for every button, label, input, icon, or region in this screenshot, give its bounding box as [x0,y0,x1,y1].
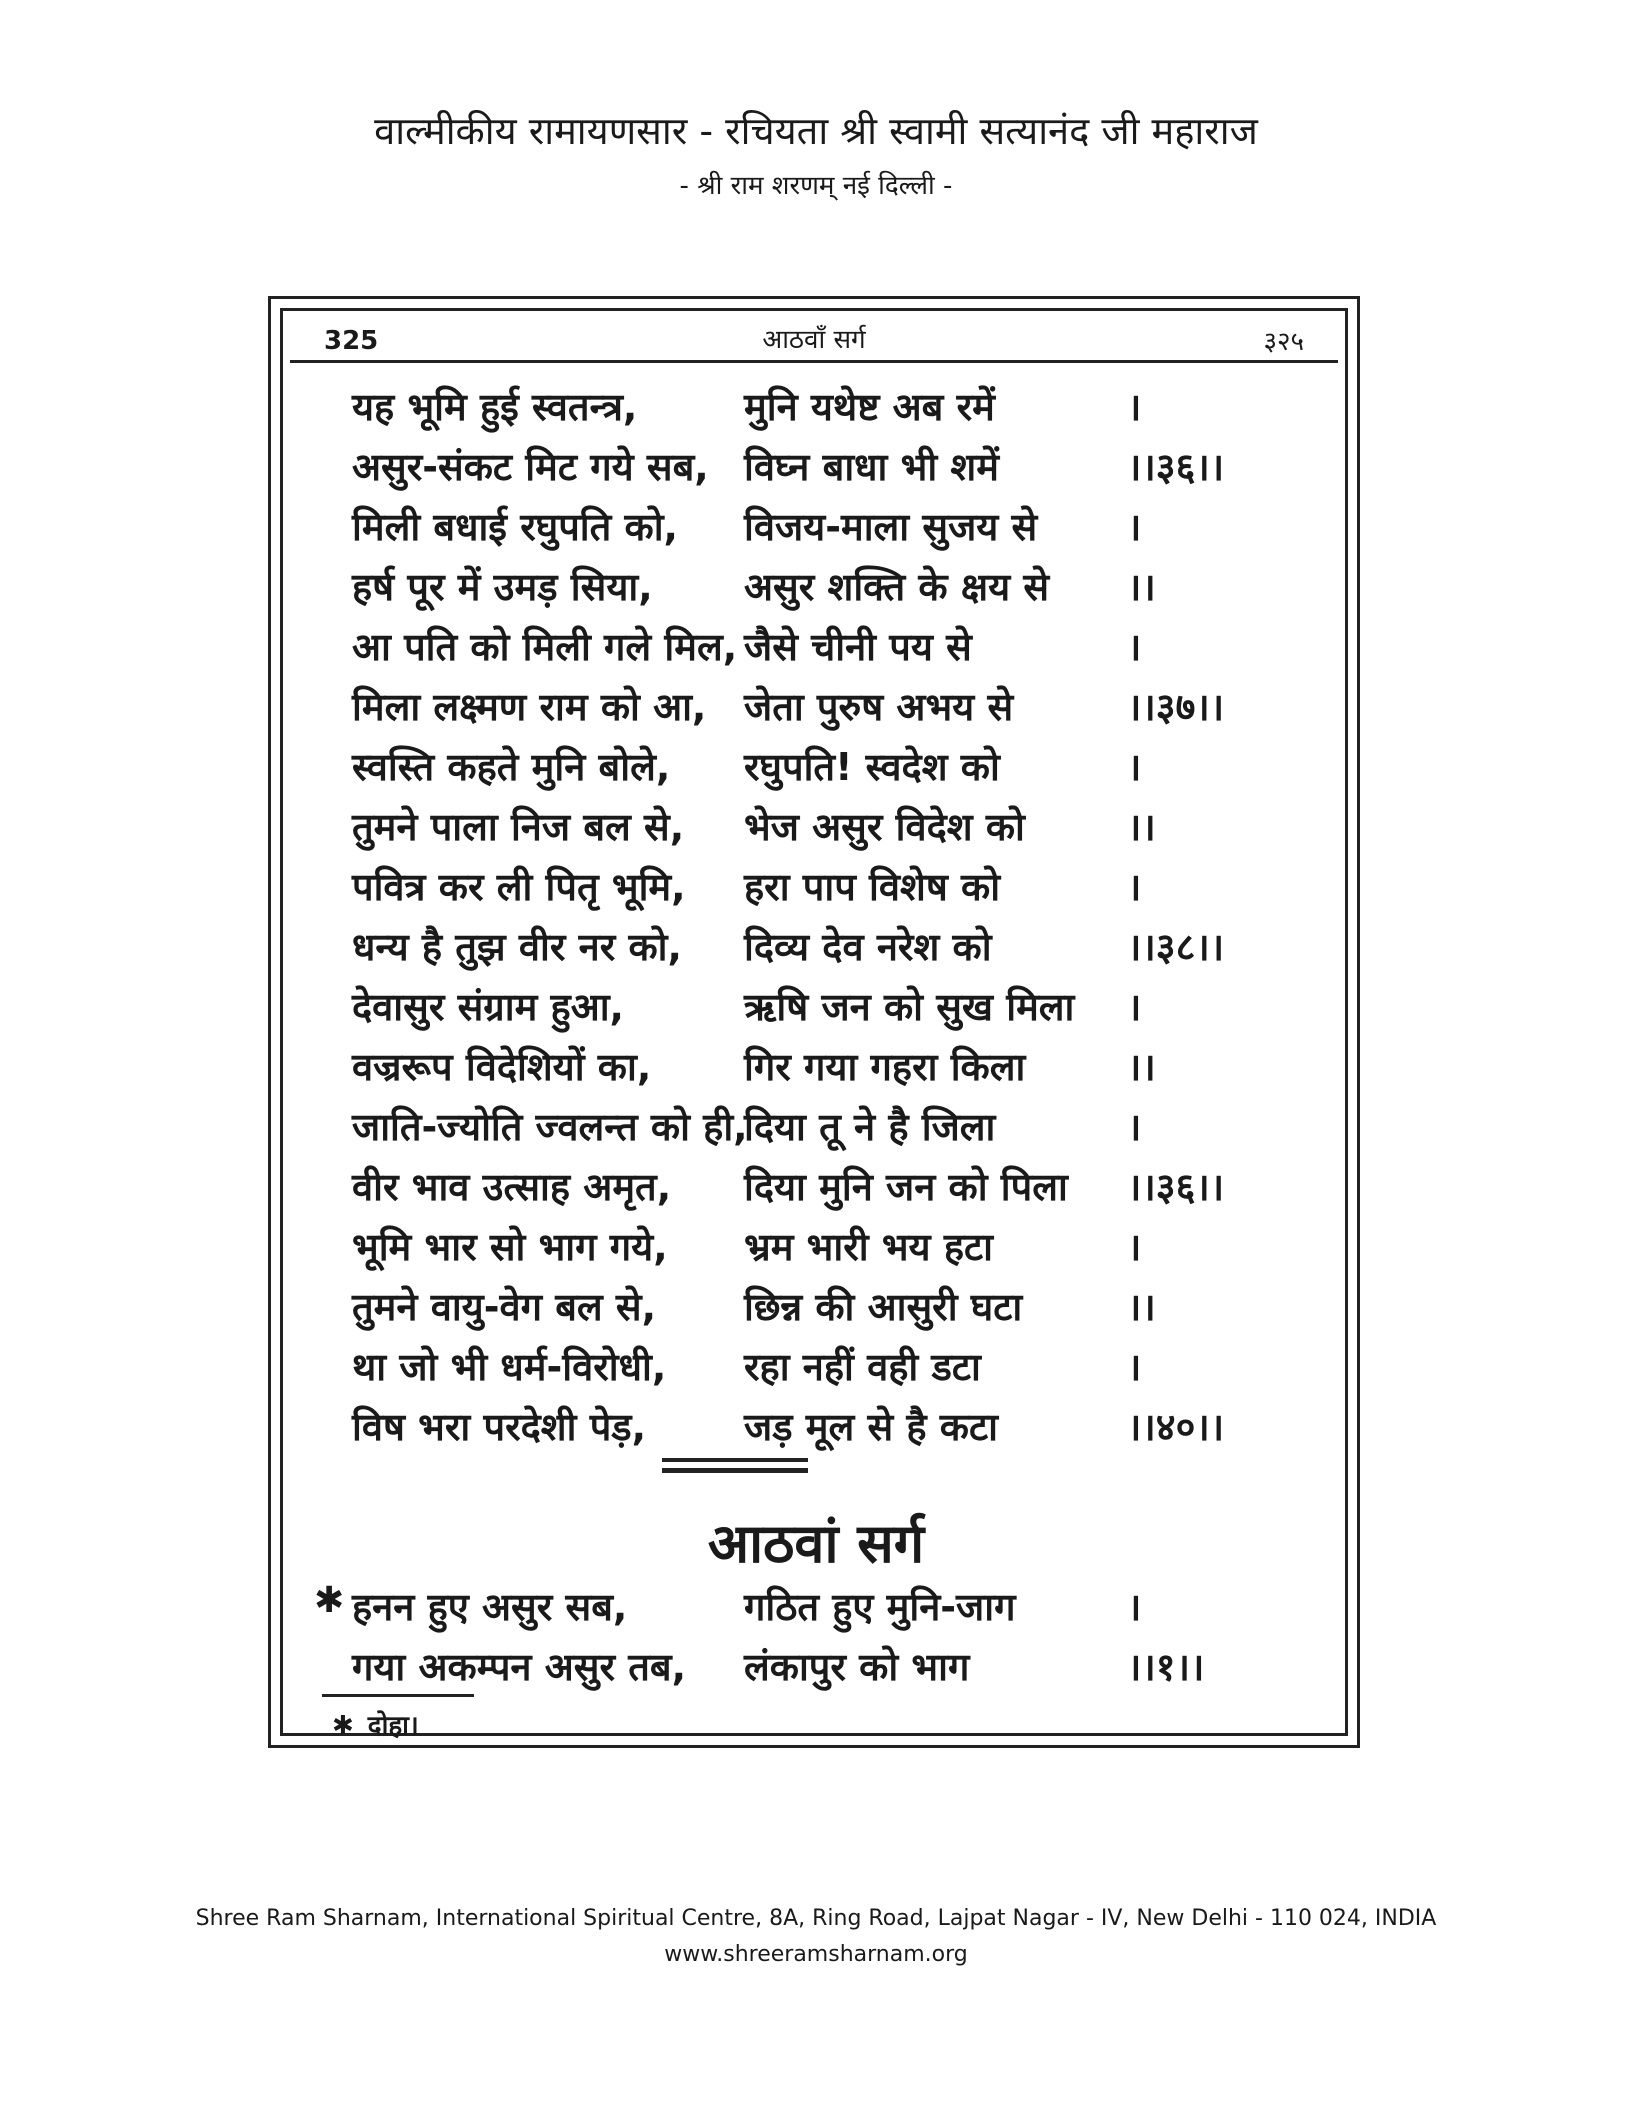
asterisk-icon: ✱ [314,1580,345,1621]
doha-line: हनन हुए असुर सब, गठित हुए मुनि-जाग । [352,1585,1142,1629]
doha-line: गया अकम्पन असुर तब, लंकापुर को भाग ।।१।। [352,1645,1205,1689]
publisher-subheader: - श्री राम शरणम् नई दिल्ली - [679,171,953,201]
verse-line: था जो भी धर्म-विरोधी, रहा नहीं वही डटा । [352,1345,1142,1389]
verse-line: पवित्र कर ली पितृ भूमि, हरा पाप विशेष को । [352,865,1142,909]
footnote-rule [322,1694,474,1697]
verse-line: देवासुर संग्राम हुआ, ऋषि जन को सुख मिला । [352,985,1142,1029]
asterisk-icon: ✱ [332,1711,354,1741]
page-number-devanagari: ३२५ [1263,327,1304,357]
page-header [290,316,1338,363]
verse-line: धन्य है तुझ वीर नर को, दिव्य देव नरेश को ।।३८।। [352,925,1225,969]
verse-line: यह भूमि हुई स्वतन्त्र, मुनि यथेष्ट अब रमें । [352,385,1142,429]
verse-line: मिला लक्ष्मण राम को आ, जेता पुरुष अभय से ।।३७।। [352,685,1225,729]
page-number-latin: 325 [324,326,379,356]
verse-line: भूमि भार सो भाग गये, भ्रम भारी भय हटा । [352,1225,1142,1269]
footnote [332,1706,419,1742]
section-title: आठवां सर्ग [707,1512,925,1575]
section-divider-top [662,1458,808,1462]
verse-line: स्वस्ति कहते मुनि बोले, रघुपति! स्वदेश को । [352,745,1142,789]
verse-line: जाति-ज्योति ज्वलन्त को ही, दिया तू ने है जिला । [352,1105,1142,1149]
verse-line: वज्ररूप विदेशियों का, गिर गया गहरा किला ।। [352,1045,1156,1089]
verse-line: मिली बधाई रघुपति को, विजय-माला सुजय से । [352,505,1142,549]
verse-line: तुमने वायु-वेग बल से, छिन्न की आसुरी घटा ।। [352,1285,1156,1329]
verse-line: हर्ष पूर में उमड़ सिया, असुर शक्ति के क्षय से ।। [352,565,1156,609]
verse-line: वीर भाव उत्साह अमृत, दिया मुनि जन को पिला ।।३६।। [352,1165,1225,1209]
verse-line: असुर-संकट मिट गये सब, विघ्न बाधा भी शमें ।।३६।। [352,445,1225,489]
section-divider-bottom [662,1468,808,1473]
verse-line: विष भरा परदेशी पेड़, जड़ मूल से है कटा ।।४०।। [352,1405,1225,1449]
footnote-text: दोहा। [367,1711,419,1741]
footer-website: www.shreeramsharnam.org [664,1942,968,1967]
verse-line: आ पति को मिली गले मिल, जैसे चीनी पय से । [352,625,1142,669]
verse-line: तुमने पाला निज बल से, भेज असुर विदेश को ।। [352,805,1156,849]
footer-address: Shree Ram Sharnam, International Spiritual Centre, 8A, Ring Road, Lajpat Nagar - IV, New Delhi - 110 024, INDIA [195,1906,1437,1931]
chapter-running-title: आठवाँ सर्ग [762,325,866,355]
book-title-header: वाल्मीकीय रामायणसार - रचियता श्री स्वामी सत्यानंद जी महाराज [374,109,1258,153]
